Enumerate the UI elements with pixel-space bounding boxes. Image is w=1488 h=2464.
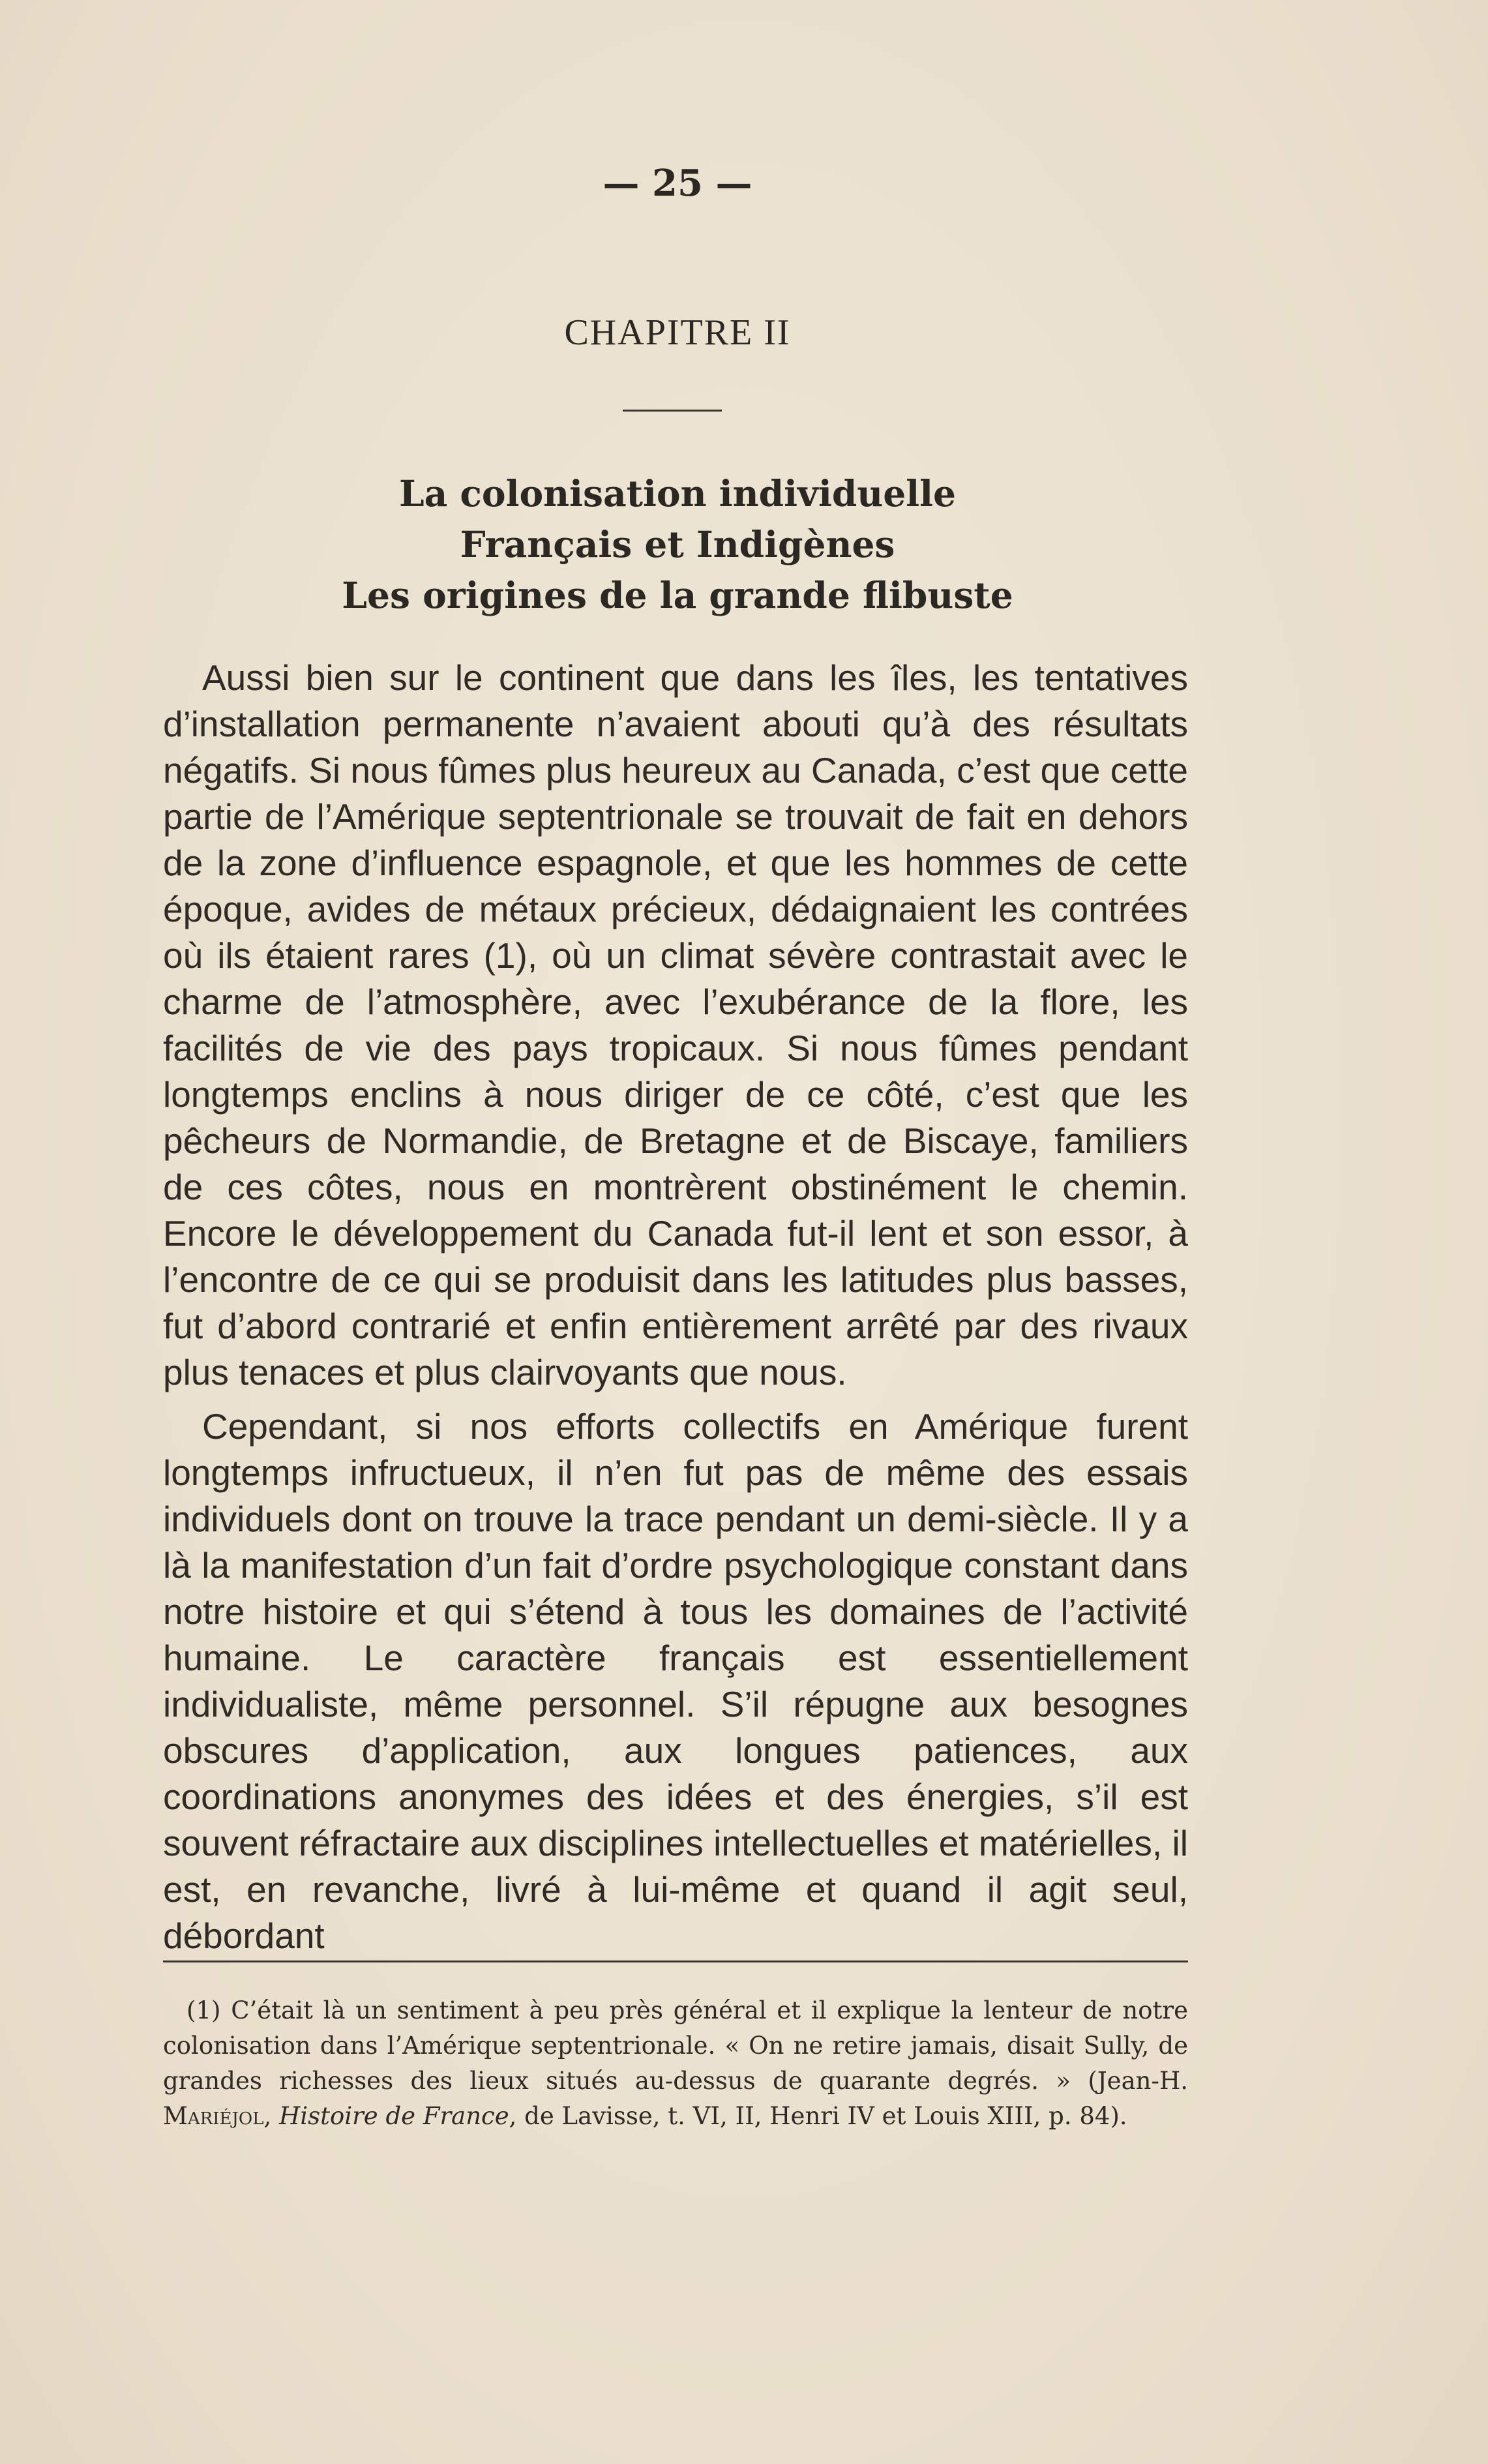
footnote-text: C’était là un sentiment à peu près général et il explique la lenteur de notre colonisation dans l’Amérique septentrionale. « On ne retire jamais, disait Sully, de grandes richesses des lieux situés au-dessus de quarante degrés. » (Jean-H. <box>163 1996 1188 2095</box>
subtitle-line-2: Français et Indigènes <box>460 523 895 565</box>
body-paragraph-1-block <box>163 655 1188 1396</box>
subtitle-line-3: Les origines de la grande flibuste <box>342 574 1013 616</box>
footnote-text-end: , de Lavisse, t. VI, II, Henri IV et Louis XIII, p. 84). <box>509 2102 1127 2130</box>
body-paragraph: Cependant, si nos efforts collectifs en Amérique furent longtemps infructueux, il n’en fut pas de même des essais individuels dont on trouve la trace pendant un demi-siècle. Il y a là la manifestation d’un fait d’ordre psychologique constant dans notre histoire et qui s’étend à tous les domaines de l’activité humaine. Le caractère français est essentiellement individualiste, même personnel. S’il répugne aux besognes obscures d’application, aux longues patiences, aux coordinations anonymes des idées et des énergies, s’il est souvent réfractaire aux disciplines intellectuelles et matérielles, il est, en revanche, livré à lui-même et quand il agit seul, débordant <box>163 1406 1188 1956</box>
subtitle-line-1: La colonisation individuelle <box>398 472 957 515</box>
footnote <box>163 1993 1188 2134</box>
footnote-separator: , <box>263 2102 280 2130</box>
body-paragraph-2-block <box>163 1404 1188 1959</box>
footnote-marker: (1) <box>186 1996 221 2024</box>
footnote-work-title: Histoire de France <box>279 2102 509 2130</box>
body-paragraph: Aussi bien sur le continent que dans les îles, les tentatives d’installation permanente n’avaient abouti qu’à des résultats négatifs. Si nous fûmes plus heureux au Canada, c’est que cette partie de l’Amérique septentrionale se trouvait de fait en dehors de la zone d’influence espagnole, et que les hommes de cette époque, avides de métaux précieux, dédaignaient les contrées où ils étaient rares (1), où un climat sévère contrastait avec le charme de l’atmosphère, avec l’exubérance de la flore, les facilités de vie des pays tropicaux. Si nous fûmes pendant longtemps enclins à nous diriger de ce côté, c’est que les pêcheurs de Normandie, de Bretagne et de Biscaye, familiers de ces côtes, nous en montrèrent obstinément le chemin. Encore le développement du Canada fut-il lent et son essor, à l’encontre de ce qui se produisit dans les latitudes plus basses, fut d’abord contrarié et enfin entièrement arrêté par des rivaux plus tenaces et plus clairvoyants que nous. <box>163 657 1188 1392</box>
page-number: — 25 — <box>603 162 752 205</box>
chapter-heading: CHAPITRE II <box>564 312 791 353</box>
chapter-divider <box>623 410 722 412</box>
footnote-author: Mariéjol <box>163 2102 264 2130</box>
footnote-divider <box>163 1961 1188 1962</box>
